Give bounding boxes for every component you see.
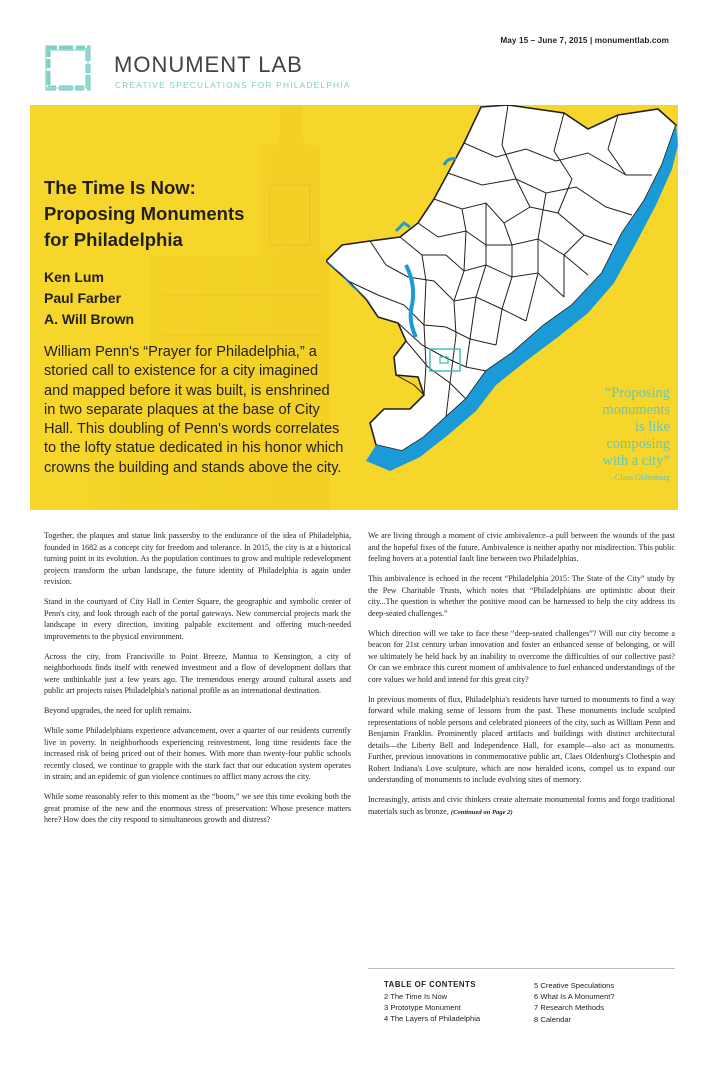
body-paragraph: While some Philadelphians experience advancement, over a quarter of our residents currently live in poverty. In neighborhoods experiencing reinvestment, long time residents face the increased risk of being priced out of their homes. With more than twenty-four public schools recently closed, we continue to grapple with the stark fact that our education system operates in strain; and an epidemic of gun violence continues to afflict many across the city. (44, 726, 351, 782)
continued-link[interactable]: (Continued on Page 2) (450, 808, 513, 816)
author-name: Paul Farber (44, 290, 122, 306)
toc-item[interactable]: 5 Creative Speculations (534, 981, 615, 990)
body-paragraph: Stand in the courtyard of City Hall in Center Square, the geographic and symbolic center of Penn's city, and look through each of the portal gateways. New commercial projects mark the landscape in every direction, inviting palpable excitement and offering much-needed improvements to the physical environment. (44, 597, 351, 641)
author-name: Ken Lum (44, 269, 104, 285)
headline (44, 175, 304, 253)
quote-line: monuments (602, 402, 670, 418)
body-column-right (368, 530, 675, 827)
quote-attribution: –Claes Oldenburg (610, 473, 670, 482)
body-paragraph: This ambivalence is echoed in the recent “Philadelphia 2015: The State of the City” study by the Pew Charitable Trusts, which notes that “Philadelphians are optimistic about their city...The question is whether the positive mood can be harnessed to help the city address its deep-seated challenges.” (368, 574, 675, 618)
quote-line: composing (606, 436, 670, 452)
toc-item[interactable]: 6 What Is A Monument? (534, 992, 615, 1002)
quote-line: is like (634, 419, 670, 435)
body-paragraph: In previous moments of flux, Philadelphia's residents have turned to monuments to find a way forward while making sense of lessons from the past. These monuments include sculpted representations of noble persons and celebrated pioneers of the city, such as William Penn and Benjamin Franklin. Prominently placed artifacts and buildings with distinct architectural details—the Liberty Bell and Independence Hall, for example—also act as monuments. Further, previous innovations in commemorative public art, Claes Oldenburg's Clothespin and Robert Indiana's Love sculpture, which are now heralded icons, compel us to expand our understanding of monuments to include evolving sites of memory. (368, 694, 675, 785)
toc-title: TABLE OF CONTENTS (384, 980, 476, 989)
body-paragraph: Which direction will we take to face these “deep-seated challenges”? Will our city become a beacon for 21st century urban innovation and foster an enhanced sense of belonging, or will we ultimately be held back by an inability to overcome the difficulties of our collective past? Or can we embrace this curent moment of ambivalence to fuel enhanced understandings of the core values we hold and intend for this great city? (368, 628, 675, 684)
lead-paragraph: William Penn's “Prayer for Philadelphia,” a storied call to existence for a city imagined and mapped before it was built, is enshrined in two separate plaques at the base of City Hall. This doubling of Penn's words correlates to the lofty statue dedicated in his honor which crowns the building and stands above the city. (44, 344, 344, 476)
quote-line: with a city” (602, 453, 670, 469)
toc-divider (368, 968, 675, 969)
body-text: Increasingly, artists and civic thinkers create alternate monumental forms and forgo traditional materials such as bronze, (368, 795, 675, 816)
monument-lab-logo-icon (44, 44, 92, 92)
body-paragraph: While some reasonably refer to this moment as the “boom,” we see this time evoking both the great promise of the new and the enormous stress of preservation: Whose presence matters here? How does the city respond to simultaneous growth and distress? (44, 792, 351, 825)
toc-item[interactable]: 3 Prototype Monument (384, 1003, 461, 1013)
headline-line: The Time Is Now: (44, 177, 196, 198)
body-paragraph-last (368, 794, 675, 818)
toc-column-2 (534, 980, 615, 1025)
body-paragraph: Together, the plaques and statue link passersby to the endurance of the idea of Philadelphia, founded in 1682 as a concept city for freedom and tolerance. In 2015, the city is at a historical turning point in its evolution. As the population continues to grow and multiple redevelopment projects transform the urban landscape, the future identity of Philadelphia is again under revision. (44, 531, 351, 586)
authors (44, 267, 134, 330)
headline-line: for Philadelphia (44, 229, 183, 250)
body-paragraph: We are living through a moment of civic ambivalence–a pull between the wounds of the past and the hopeful fixes of the future. Ambivalence is neither apathy nor misdirection. This public feeling hovers at a potential fault line between two Philadelphias. (368, 531, 675, 563)
author-name: A. Will Brown (44, 311, 135, 327)
quote-line: “Proposing (604, 385, 670, 401)
dateline: May 15 – June 7, 2015 | monumentlab.com (500, 36, 669, 45)
body-paragraph: Beyond upgrades, the need for uplift remains. (44, 706, 192, 716)
logo-title: MONUMENT LAB (114, 52, 303, 77)
toc-item[interactable]: 2 The Time Is Now (384, 992, 448, 1001)
headline-line: Proposing Monuments (44, 203, 245, 224)
toc-item[interactable]: 4 The Layers of Philadelphia (384, 1014, 481, 1024)
logo-subtitle: CREATIVE SPECULATIONS FOR PHILADELPHIA (115, 80, 351, 90)
body-paragraph: Across the city, from Francisville to Point Breeze, Mantua to Kensington, a city of neighborhoods finds itself with renewed investment and a flow of development dollars that were unthinkable just a few years ago. The tremendous energy around cultural assets and public art projects raises Philadelphia's national profile as an international destination. (44, 651, 351, 696)
toc-item[interactable]: 7 Research Methods (534, 1003, 605, 1013)
pull-quote (560, 385, 670, 470)
body-column-left (44, 530, 351, 835)
toc-item[interactable]: 8 Calendar (534, 1014, 572, 1024)
hero-banner (30, 105, 678, 510)
toc-column-1 (384, 991, 480, 1025)
